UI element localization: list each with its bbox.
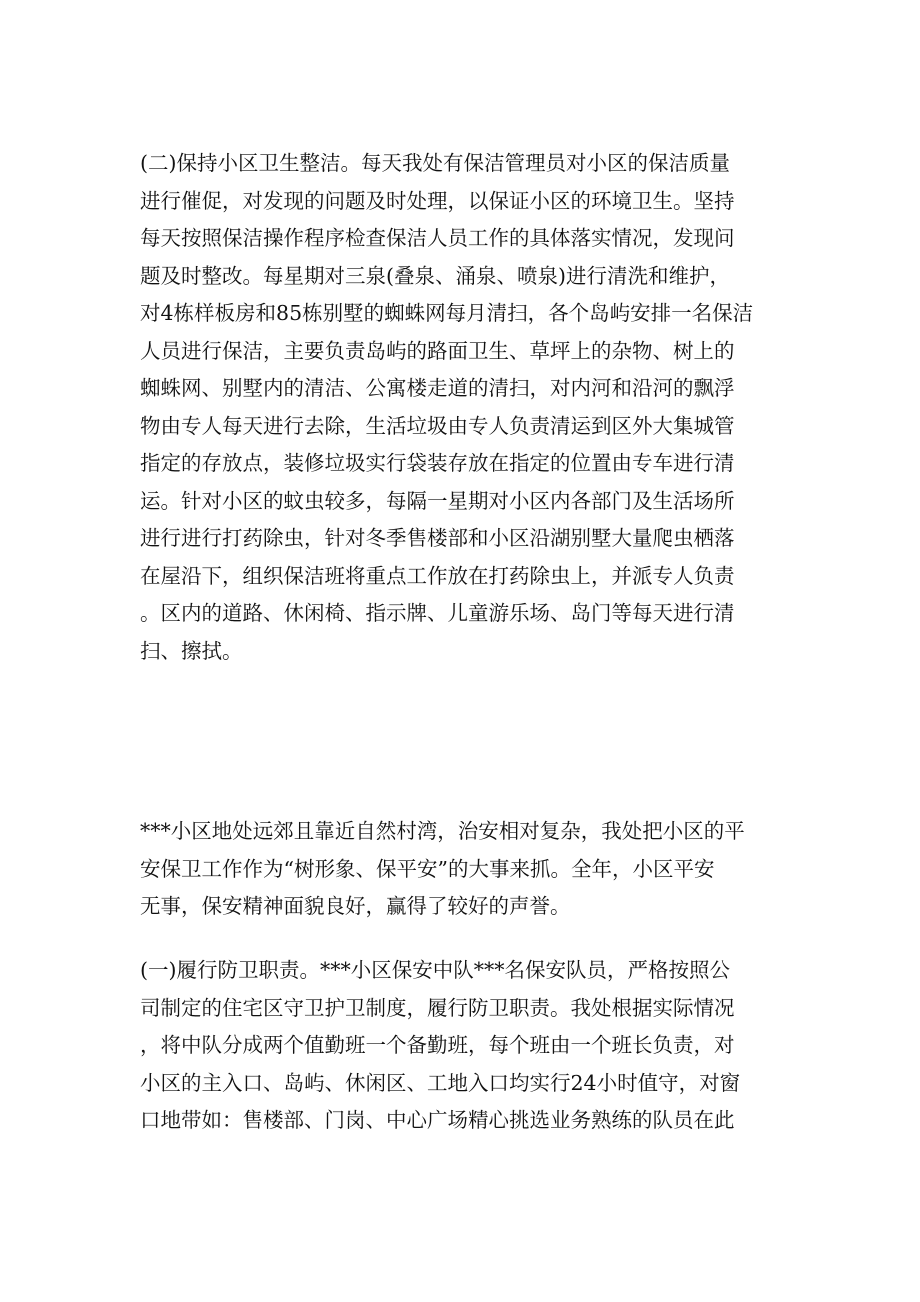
text-line: 。区内的道路、休闲椅、指示牌、儿童游乐场、岛门等每天进行清 (140, 601, 735, 625)
text-line: 口地带如：售楼部、门岗、中心广场精心挑选业务熟练的队员在此 (140, 1108, 735, 1132)
text-line: 安保卫工作作为“树形象、保平安”的大事来抓。全年，小区平安 (140, 856, 715, 881)
text-line: 对4栋样板房和85栋别墅的蜘蛛网每月清扫，各个岛屿安排一名保洁 (140, 301, 754, 325)
text-line: 进行进行打药除虫，针对冬季售楼部和小区沿湖别墅大量爬虫栖落 (140, 526, 735, 550)
paragraph-sanitation (140, 145, 780, 670)
text-line: 司制定的住宅区守卫护卫制度，履行防卫职责。我处根据实际情况 (140, 995, 735, 1020)
text-line: 指定的存放点，装修垃圾实行袋装存放在指定的位置由专车进行清 (140, 451, 735, 475)
text-line: 每天按照保洁操作程序检查保洁人员工作的具体落实情况，发现问 (140, 226, 735, 250)
text-line: 无事，保安精神面貌良好，赢得了较好的声誉。 (140, 894, 571, 918)
text-line: 运。针对小区的蚊虫较多，每隔一星期对小区内各部门及生活场所 (140, 488, 735, 513)
paragraph-guard-duties (140, 952, 780, 1140)
text-line: 题及时整改。每星期对三泉(叠泉、涌泉、喷泉)进行清洗和维护， (140, 263, 730, 288)
text-line: 人员进行保洁，主要负责岛屿的路面卫生、草坪上的杂物、树上的 (140, 338, 735, 363)
text-line: 蜘蛛网、别墅内的清洁、公寓楼走道的清扫，对内河和沿河的飘浮 (140, 376, 735, 400)
text-line: 扫、擦拭。 (140, 638, 243, 663)
text-line: 进行催促，对发现的问题及时处理，以保证小区的环境卫生。坚持 (140, 188, 735, 213)
text-line: 物由专人每天进行去除，生活垃圾由专人负责清运到区外大集城管 (140, 413, 735, 438)
text-line: 小区的主入口、岛屿、休闲区、工地入口均实行24小时值守，对窗 (140, 1070, 741, 1095)
text-line: ，将中队分成两个值勤班一个备勤班，每个班由一个班长负责，对 (140, 1033, 735, 1057)
text-line: ***小区地处远郊且靠近自然村湾，治安相对复杂，我处把小区的平 (140, 819, 745, 843)
text-line: (二)保持小区卫生整洁。每天我处有保洁管理员对小区的保洁质量 (140, 151, 730, 175)
text-line: 在屋沿下，组织保洁班将重点工作放在打药除虫上，并派专人负责 (140, 563, 735, 588)
paragraph-security-overview (140, 813, 780, 926)
text-line: (一)履行防卫职责。***小区保安中队***名保安队员，严格按照公 (140, 958, 730, 982)
